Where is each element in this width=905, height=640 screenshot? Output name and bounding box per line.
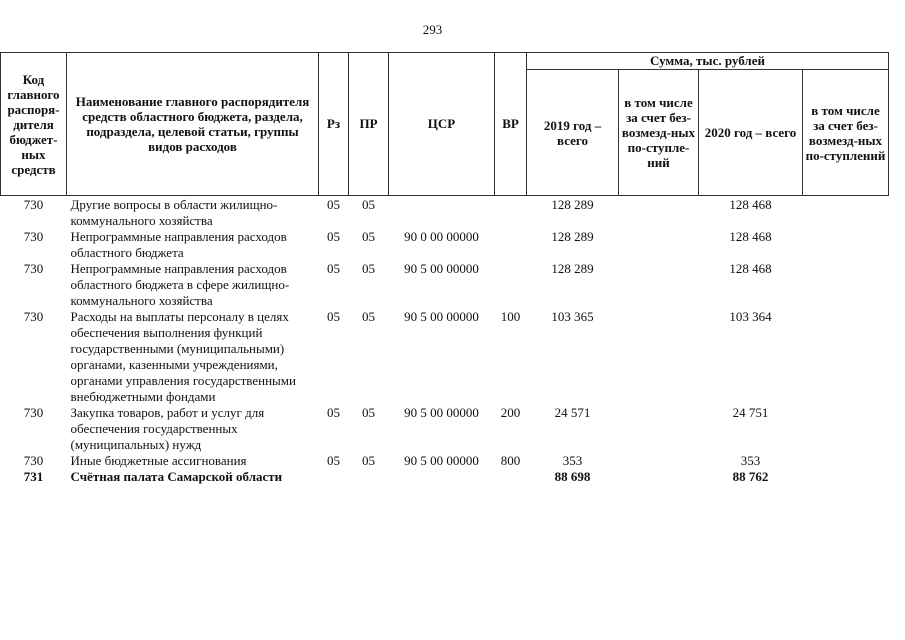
table-header (1, 53, 889, 196)
cell-name: Непрограммные направления расходов областного бюджета (70, 229, 287, 260)
cell-2019-free (619, 469, 699, 485)
table-row (1, 405, 889, 453)
cell-2019-free (619, 453, 699, 469)
cell-2019-free (619, 229, 699, 261)
cell-2019-free (619, 196, 699, 230)
cell-csr: 90 5 00 00000 (404, 453, 479, 468)
cell-rz: 05 (327, 309, 340, 324)
cell-vr (495, 469, 527, 485)
cell-2019-free (619, 405, 699, 453)
header-2019-total: 2019 год – всего (527, 70, 619, 196)
cell-2019-total: 128 289 (551, 197, 594, 212)
table-body (1, 196, 889, 486)
cell-name: Другие вопросы в области жилищно-коммунального хозяйства (70, 197, 278, 228)
cell-pr: 05 (362, 261, 375, 276)
cell-2019-total: 353 (562, 453, 583, 468)
cell-code: 730 (23, 405, 44, 420)
cell-csr: 90 0 00 00000 (404, 229, 479, 244)
header-vr: ВР (495, 53, 527, 196)
table-row (1, 453, 889, 469)
cell-csr: 90 5 00 00000 (404, 405, 479, 420)
cell-pr: 05 (362, 405, 375, 420)
cell-code: 731 (23, 469, 44, 484)
table-row (1, 309, 889, 405)
cell-2020-free (803, 469, 889, 485)
cell-code: 730 (23, 453, 44, 468)
cell-2019-free (619, 261, 699, 309)
table-row (1, 469, 889, 485)
cell-rz: 05 (327, 261, 340, 276)
header-pr: ПР (349, 53, 389, 196)
cell-pr: 05 (362, 453, 375, 468)
cell-csr (389, 469, 495, 485)
cell-2020-total: 128 468 (729, 197, 772, 212)
header-2020-total: 2020 год – всего (699, 70, 803, 196)
cell-2020-free (803, 453, 889, 469)
cell-pr: 05 (362, 309, 375, 324)
cell-2020-free (803, 261, 889, 309)
cell-vr (495, 261, 527, 309)
cell-rz: 05 (327, 405, 340, 420)
cell-pr: 05 (362, 229, 375, 244)
cell-code: 730 (23, 261, 44, 276)
table-row (1, 196, 889, 230)
cell-code: 730 (23, 197, 44, 212)
cell-2020-total: 128 468 (729, 261, 772, 276)
cell-vr (495, 196, 527, 230)
cell-2019-total: 24 571 (554, 405, 591, 420)
cell-2020-free (803, 196, 889, 230)
cell-vr (495, 229, 527, 261)
cell-name: Расходы на выплаты персоналу в целях обеспечения выполнения функций государственными (муниципальными) органами, казенными учреждениями, органами управления государственными внебюджетными фондами (70, 309, 296, 404)
cell-csr: 90 5 00 00000 (404, 309, 479, 324)
header-name: Наименование главного распорядителя средств областного бюджета, раздела, подраздела, целевой статьи, группы видов расходов (67, 53, 319, 196)
cell-code: 730 (23, 229, 44, 244)
cell-rz (319, 469, 349, 485)
cell-2019-total: 103 365 (551, 309, 594, 324)
cell-pr (349, 469, 389, 485)
cell-2020-free (803, 309, 889, 405)
cell-csr (389, 196, 495, 230)
budget-table (0, 52, 889, 485)
cell-2019-free (619, 309, 699, 405)
cell-2020-free (803, 229, 889, 261)
header-2019-free: в том числе за счет без-возмезд-ных по-ступле-ний (619, 70, 699, 196)
cell-vr: 100 (500, 309, 521, 324)
cell-rz: 05 (327, 197, 340, 212)
page-number: 293 (422, 22, 443, 37)
cell-2020-total: 353 (740, 453, 761, 468)
cell-name: Иные бюджетные ассигнования (70, 453, 247, 468)
cell-2020-total: 128 468 (729, 229, 772, 244)
cell-csr: 90 5 00 00000 (404, 261, 479, 276)
table-row (1, 229, 889, 261)
header-sum-group: Сумма, тыс. рублей (527, 53, 889, 70)
cell-2019-total: 128 289 (551, 229, 594, 244)
table-row (1, 261, 889, 309)
header-csr: ЦСР (389, 53, 495, 196)
header-2020-free: в том числе за счет без-возмезд-ных по-ступлений (803, 70, 889, 196)
cell-name: Непрограммные направления расходов областного бюджета в сфере жилищно-коммунального хозяйства (70, 261, 290, 308)
cell-rz: 05 (327, 229, 340, 244)
cell-vr: 800 (500, 453, 521, 468)
cell-2019-total: 88 698 (554, 469, 591, 484)
cell-2020-total: 24 751 (732, 405, 769, 420)
cell-2020-total: 88 762 (732, 469, 769, 484)
cell-2020-free (803, 405, 889, 453)
cell-code: 730 (23, 309, 44, 324)
cell-rz: 05 (327, 453, 340, 468)
cell-2019-total: 128 289 (551, 261, 594, 276)
cell-pr: 05 (362, 197, 375, 212)
cell-name: Закупка товаров, работ и услуг для обеспечения государственных (муниципальных) нужд (70, 405, 265, 452)
cell-vr: 200 (500, 405, 521, 420)
header-rz: Рз (319, 53, 349, 196)
header-code: Код главного распоря-дителя бюджет-ных средств (1, 53, 67, 196)
cell-2020-total: 103 364 (729, 309, 772, 324)
cell-name: Счётная палата Самарской области (70, 469, 283, 484)
